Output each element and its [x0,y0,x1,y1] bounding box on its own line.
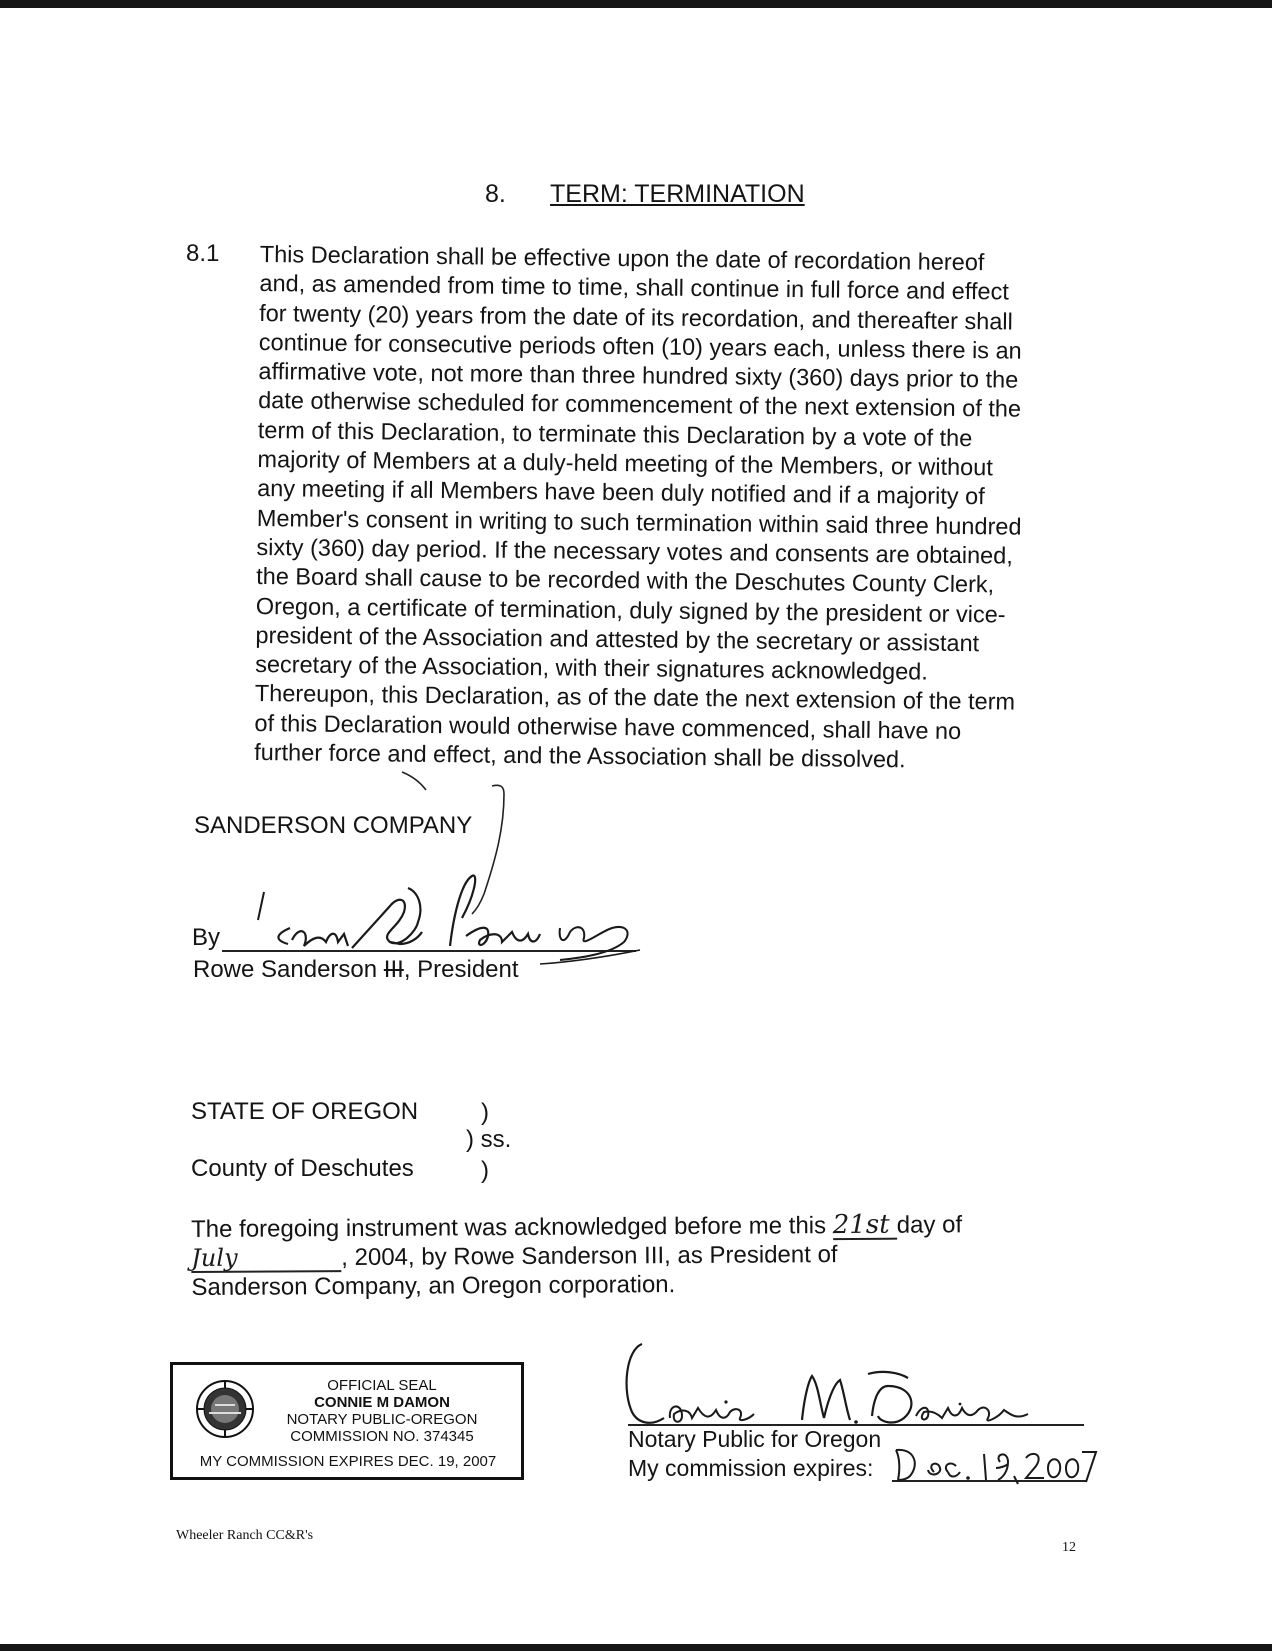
handwritten-expiry-date [890,1442,1100,1486]
notary-title: Notary Public for Oregon [628,1426,882,1452]
signer-name-prefix: Rowe Sanderson [193,956,378,983]
paragraph-line: for twenty (20) years from the date of its recordation, and thereafter shall [259,299,1013,335]
scan-bottom-edge [0,1644,1272,1651]
paragraph-line: Thereupon, this Declaration, as of the date the next extension of the term [254,680,1016,716]
commission-expires-label: My commission expires: [628,1455,874,1481]
acknowledgment-text [191,1210,1032,1302]
paragraph-line: term of this Declaration, to terminate this Declaration by a vote of the [257,416,973,451]
paragraph-line: sixty (360) day period. If the necessary votes and consents are obtained, [256,533,1013,569]
paragraph-line: any meeting if all Members have been duly notified and if a majority of [257,475,985,510]
ack-text-after-month: , 2004, by Rowe Sanderson III, as President of [341,1241,838,1272]
paragraph-line: president of the Association and attested by the secretary or assistant [255,621,980,657]
seal-line-2: CONNIE M DAMON [314,1394,450,1411]
venue-county: County of Deschutes [191,1155,414,1182]
commission-expires [628,1455,873,1482]
venue-paren-top: ) [481,1099,489,1126]
paragraph-line: This Declaration shall be effective upon the date of recordation hereof [259,240,985,276]
acknowledgment-line-3: Sanderson Company, an Oregon corporation. [191,1271,676,1301]
company-name: SANDERSON COMPANY [194,812,473,839]
official-seal [170,1362,524,1480]
handwritten-day: 21st [833,1212,897,1240]
signer-name [193,956,519,984]
paragraph-line: Oregon, a certificate of termination, duly signed by the president or vice- [255,592,1006,628]
ack-text-after-day: day of [896,1211,963,1239]
paragraph-number: 8.1 [186,240,220,267]
section-number: 8. [485,180,506,208]
section-title: TERM: TERMINATION [550,180,805,208]
seal-line-3: NOTARY PUBLIC-OREGON [286,1411,478,1428]
venue-ss: ) ss. [466,1126,512,1153]
paragraph-line: the Board shall cause to be recorded with the Deschutes County Clerk, [256,563,995,598]
handwritten-month: July [191,1244,341,1273]
ack-text-before-day: The foregoing instrument was acknowledged before me this [191,1212,827,1243]
paragraph-line: continue for consecutive periods often (10) years each, unless there is an [258,328,1022,364]
acknowledgment-line-1 [191,1210,1031,1244]
venue-state: STATE OF OREGON [191,1098,419,1125]
signer-title: , President [403,956,519,983]
state-seal-emblem [195,1379,255,1439]
seal-line-1: OFFICIAL SEAL [327,1377,437,1394]
seal-line-5: MY COMMISSION EXPIRES DEC. 19, 2007 [199,1453,497,1470]
paragraph-line: secretary of the Association, with their signatures acknowledged. [255,651,929,685]
page-number: 12 [1062,1540,1076,1555]
paragraph-line: of this Declaration would otherwise have commenced, shall have no [254,709,962,744]
seal-text [257,1377,507,1445]
by-label: By [192,924,221,951]
signer-name-struck: III [383,956,404,983]
paragraph-line: date otherwise scheduled for commencement of the next extension of the [258,387,1022,423]
footer-document-name: Wheeler Ranch CC&R's [176,1528,314,1543]
paragraph-line: affirmative vote, not more than three hundred sixty (360) days prior to the [258,358,1019,393]
paragraph-line: majority of Members at a duly-held meeting of the Members, or without [257,446,993,481]
paragraph-line: and, as amended from time to time, shall continue in full force and effect [259,270,1009,305]
seal-line-4: COMMISSION NO. 374345 [290,1428,474,1445]
paragraph-body [254,240,1082,777]
paragraph-line: further force and effect, and the Association shall be dissolved. [254,739,906,773]
scan-top-edge [0,0,1272,8]
paragraph-line: Member's consent in writing to such termination within said three hundred [256,504,1022,540]
venue-paren-bottom: ) [481,1157,489,1184]
